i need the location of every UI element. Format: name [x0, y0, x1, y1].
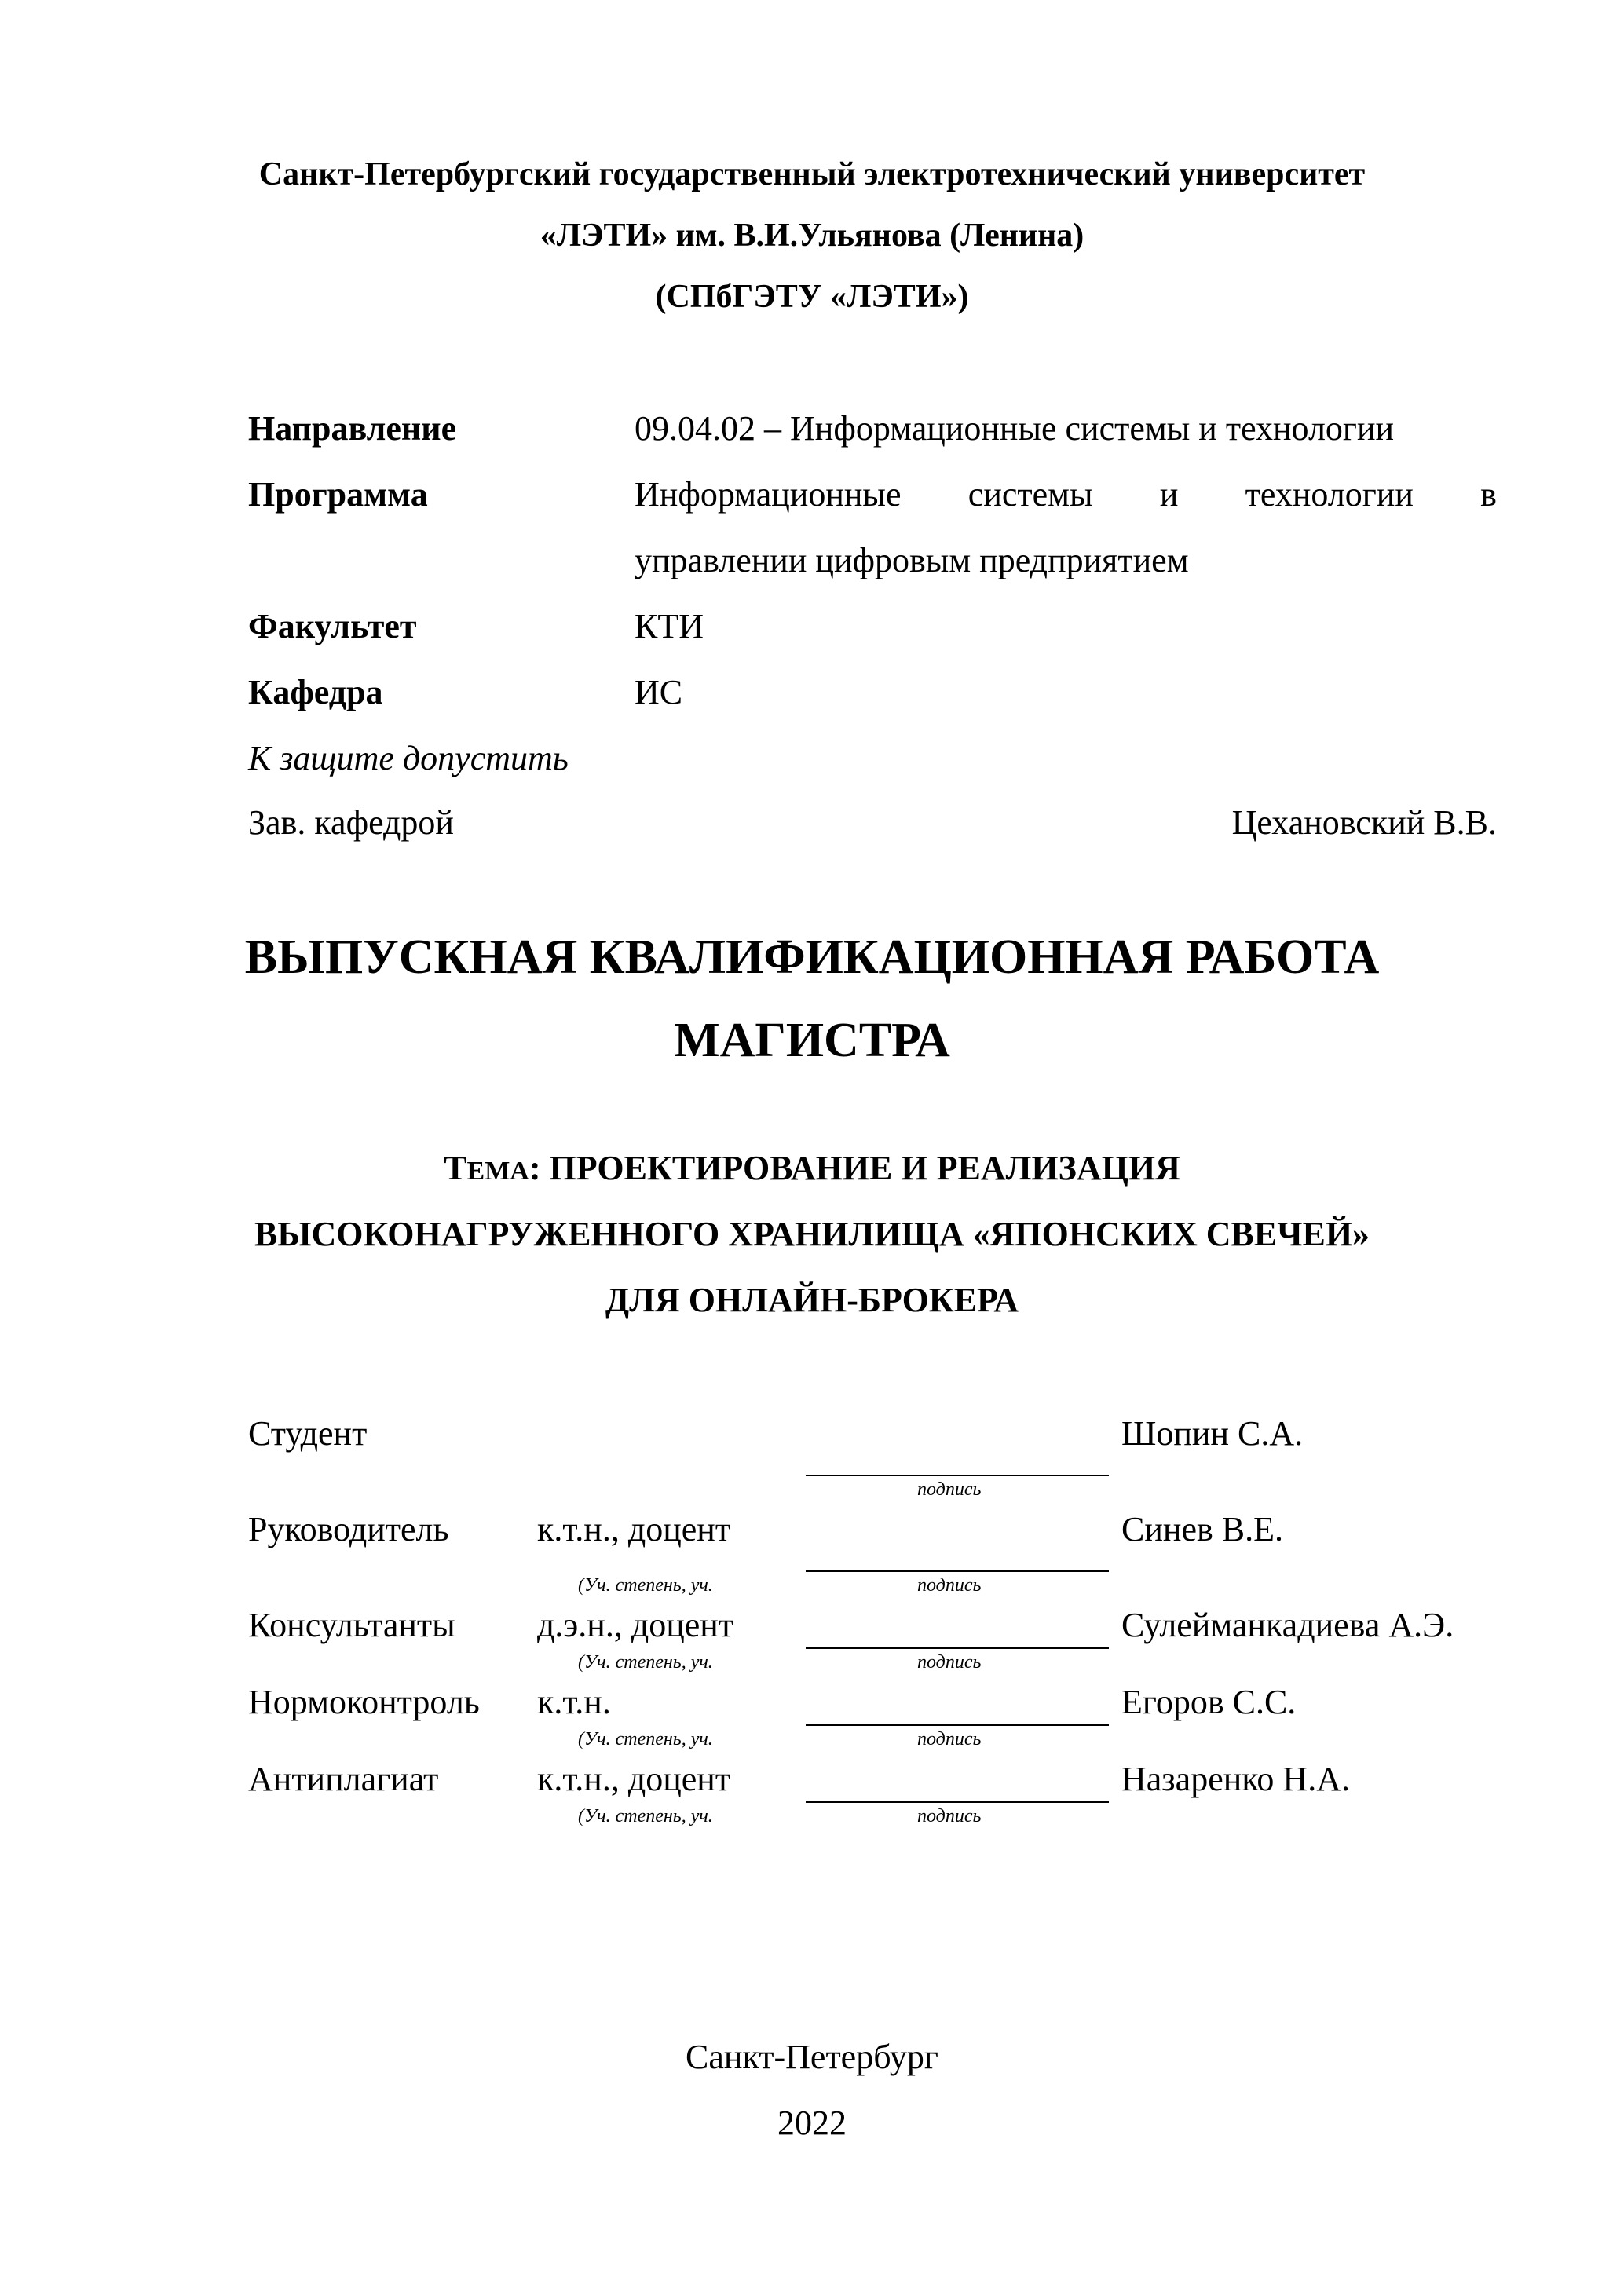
program-word: в: [1480, 475, 1497, 514]
signature-line: [806, 1647, 1109, 1649]
signature-name-supervisor: Синев В.Е.: [1121, 1510, 1283, 1548]
signature-degree-supervisor: к.т.н., доцент: [537, 1510, 731, 1548]
program-word: и: [1159, 475, 1179, 514]
program-label: Программа: [248, 475, 428, 514]
signature-role-antiplagiarism: Антиплагиат: [248, 1760, 439, 1798]
direction-label: Направление: [248, 409, 457, 448]
signature-line: [806, 1724, 1109, 1726]
program-value-line2: управлении цифровым предприятием: [635, 541, 1189, 579]
topic-text-line1: ПРОЕКТИРОВАНИЕ И РЕАЛИЗАЦИЯ: [549, 1149, 1180, 1187]
degree-caption: (Уч. степень, уч.: [578, 1729, 713, 1749]
signature-role-supervisor: Руководитель: [248, 1510, 449, 1548]
footer-year: 2022: [777, 2104, 847, 2142]
degree-caption: (Уч. степень, уч.: [578, 1652, 713, 1673]
university-name-line1: Санкт-Петербургский государственный электротехнический университет: [258, 156, 1366, 192]
admission-note: К защите допустить: [248, 739, 569, 777]
signature-line: [806, 1475, 1109, 1476]
program-word: технологии: [1245, 475, 1414, 514]
signature-caption: подпись: [917, 1652, 982, 1673]
department-head-label: Зав. кафедрой: [248, 803, 454, 842]
program-word: системы: [967, 475, 1093, 514]
signature-degree-antiplagiarism: к.т.н., доцент: [537, 1760, 731, 1798]
signature-role-normcontrol: Нормоконтроль: [248, 1683, 480, 1721]
university-abbreviation: (СПбГЭТУ «ЛЭТИ»): [655, 279, 969, 315]
faculty-label: Факультет: [248, 607, 417, 645]
direction-value: 09.04.02 – Информационные системы и технологии: [635, 409, 1395, 448]
signature-caption: подпись: [917, 1806, 982, 1826]
signature-line: [806, 1801, 1109, 1803]
program-word: Информационные: [635, 475, 902, 514]
signature-caption: подпись: [917, 1575, 982, 1596]
footer-city: Санкт-Петербург: [686, 2038, 938, 2076]
signature-line: [806, 1570, 1109, 1572]
signature-degree-consultants: д.э.н., доцент: [537, 1606, 734, 1644]
work-title-line2: МАГИСТРА: [674, 1014, 950, 1067]
signature-degree-normcontrol: к.т.н.: [537, 1683, 611, 1721]
signature-name-student: Шопин С.А.: [1121, 1414, 1304, 1453]
degree-caption: (Уч. степень, уч.: [578, 1575, 713, 1596]
signature-caption: подпись: [917, 1729, 982, 1749]
signature-name-normcontrol: Егоров С.С.: [1121, 1683, 1297, 1721]
signature-role-consultants: Консультанты: [248, 1606, 455, 1644]
degree-caption: (Уч. степень, уч.: [578, 1806, 713, 1826]
signature-caption: подпись: [917, 1479, 982, 1500]
topic-line1: [0, 1148, 1624, 1188]
program-value-line1: [635, 474, 1497, 514]
topic-line2: ВЫСОКОНАГРУЖЕННОГО ХРАНИЛИЩА «ЯПОНСКИХ СВЕЧЕЙ»: [254, 1215, 1370, 1253]
topic-line3: ДЛЯ ОНЛАЙН-БРОКЕРА: [605, 1281, 1019, 1319]
university-name-line2: «ЛЭТИ» им. В.И.Ульянова (Ленина): [540, 218, 1084, 254]
topic-prefix: ТЕМА:: [444, 1149, 541, 1187]
faculty-value: КТИ: [635, 607, 704, 645]
work-title-line1: ВЫПУСКНАЯ КВАЛИФИКАЦИОННАЯ РАБОТА: [244, 930, 1380, 984]
signature-name-consultants: Сулейманкадиева А.Э.: [1121, 1606, 1454, 1644]
department-label: Кафедра: [248, 673, 383, 711]
department-head-name: Цехановский В.В.: [1231, 803, 1497, 842]
signature-name-antiplagiarism: Назаренко Н.А.: [1121, 1760, 1350, 1798]
signature-role-student: Студент: [248, 1414, 368, 1453]
department-value: ИС: [635, 673, 683, 711]
